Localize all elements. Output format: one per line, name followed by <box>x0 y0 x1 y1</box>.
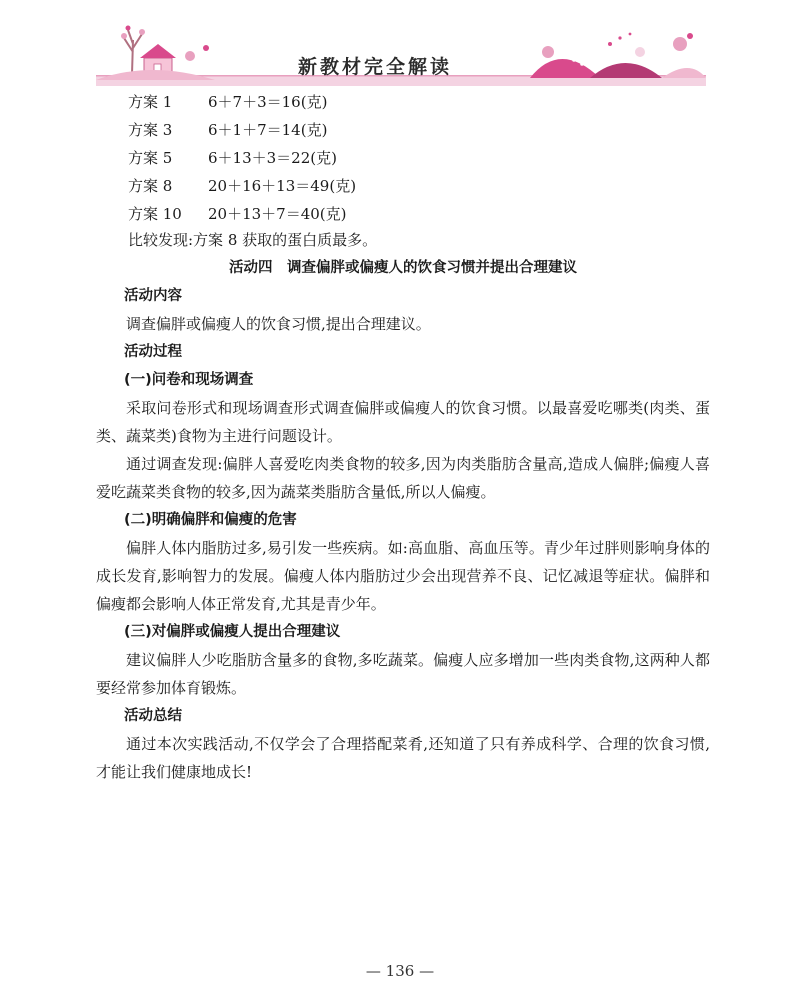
page-number: — 136 — <box>365 962 435 980</box>
flower-cluster-icon <box>530 33 693 78</box>
plan-label: 方案 8 <box>128 177 173 195</box>
section1-heading: (一)问卷和现场调查 <box>124 372 254 388</box>
page-header <box>0 0 800 96</box>
section1-paragraph1: 采取问卷形式和现场调查形式调查偏胖或偏瘦人的饮食习惯。以最喜爱吃哪类(肉类、蛋类、蔬菜类)食物为主进行问题设计。 <box>96 399 710 445</box>
section3-paragraph: 建议偏胖人少吃脂肪含量多的食物,多吃蔬菜。偏瘦人应多增加一些肉类食物,这两种人都要经常参加体育锻炼。 <box>96 651 710 697</box>
header-decoration <box>0 0 800 96</box>
plan-label: 方案 5 <box>128 149 173 167</box>
plan-formula: 6＋13＋3＝22(克) <box>208 149 337 167</box>
section2-paragraph: 偏胖人体内脂肪过多,易引发一些疾病。如:高血脂、高血压等。青少年过胖则影响身体的成长发育,影响智力的发展。偏瘦人体内脂肪过少会出现营养不良、记忆减退等症状。偏胖和偏瘦都会影响人体正常发育,尤其是青少年。 <box>96 539 710 613</box>
section2-heading: (二)明确偏胖和偏瘦的危害 <box>124 512 297 528</box>
plan-label: 方案 10 <box>128 205 182 223</box>
plan-formula: 6＋7＋3＝16(克) <box>208 93 328 111</box>
plan-formula: 20＋16＋13＝49(克) <box>208 177 357 195</box>
plan-formula: 20＋13＋7＝40(克) <box>208 205 347 223</box>
activity-title: 活动四 调查偏胖或偏瘦人的饮食习惯并提出合理建议 <box>229 260 577 276</box>
comparison-text: 比较发现:方案 8 获取的蛋白质最多。 <box>128 231 378 249</box>
summary-text: 通过本次实践活动,不仅学会了合理搭配菜肴,还知道了只有养成科学、合理的饮食习惯,才能让我们健康地成长! <box>96 735 710 781</box>
tree-icon <box>121 26 145 75</box>
content-text: 调查偏胖或偏瘦人的饮食习惯,提出合理建议。 <box>126 315 431 333</box>
main-content <box>96 226 710 786</box>
section3-heading: (三)对偏胖或偏瘦人提出合理建议 <box>124 624 341 640</box>
section1-paragraph2: 通过调查发现:偏胖人喜爱吃肉类食物的较多,因为肉类脂肪含量高,造成人偏胖;偏瘦人喜爱吃蔬菜类食物的较多,因为蔬菜类脂肪含量低,所以人偏瘦。 <box>96 455 710 501</box>
plan-label: 方案 3 <box>128 121 173 139</box>
process-heading: 活动过程 <box>124 344 182 360</box>
header-title: 新教材完全解读 <box>298 56 453 78</box>
content-heading: 活动内容 <box>124 288 182 304</box>
summary-heading: 活动总结 <box>124 708 182 724</box>
plan-label: 方案 1 <box>128 93 173 111</box>
plan-formula: 6＋1＋7＝14(克) <box>208 121 328 139</box>
